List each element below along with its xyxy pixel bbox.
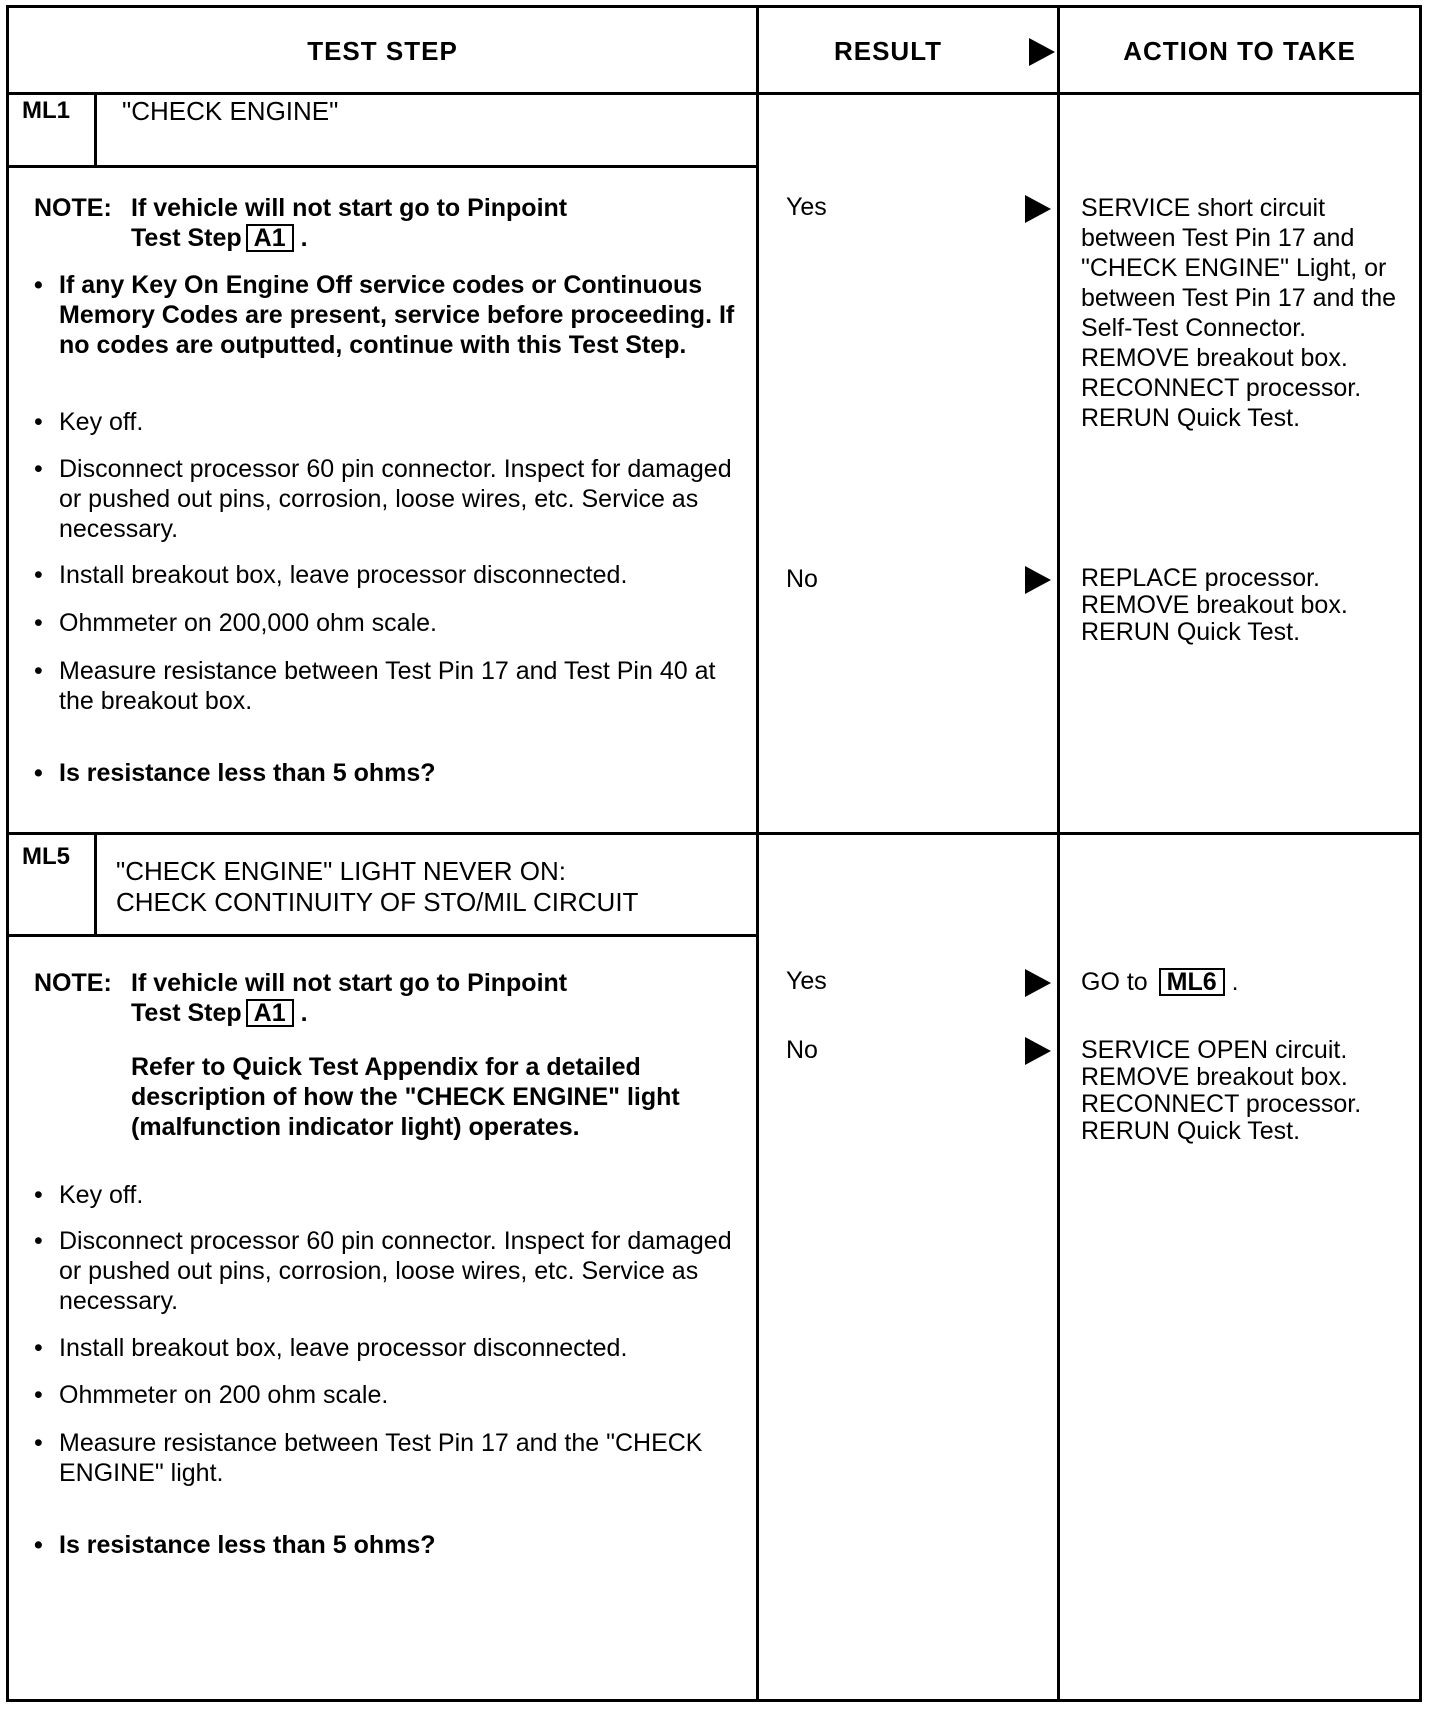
ml5-bullet-disconnect: • Disconnect processor 60 pin connector. Inspect for damaged or pushed out pins, corrosion, loose wires, etc. Service as necessary. <box>32 1226 759 1316</box>
header-action: ACTION TO TAKE <box>1123 35 1356 66</box>
ml5-note-line2: Test Step <box>131 999 242 1027</box>
ml1-id-divider <box>94 95 97 165</box>
ml1-step-title: "CHECK ENGINE" <box>122 96 339 126</box>
ml1-bullet-key: • Key off. <box>32 407 759 437</box>
ml5-title-divider <box>9 934 759 937</box>
ml1-bullet-measure: • Measure resistance between Test Pin 17 and Test Pin 40 at the breakout box. <box>32 656 739 716</box>
ml5-bullet-question: • Is resistance less than 5 ohms? <box>32 1530 759 1560</box>
arrow-right-icon <box>1025 1037 1051 1065</box>
ml1-title-divider <box>9 165 759 168</box>
ml1-bullet-disconnect: • Disconnect processor 60 pin connector. Inspect for damaged or pushed out pins, corrosion, loose wires, etc. Service as necessary. <box>32 454 759 544</box>
ml5-title-line2: CHECK CONTINUITY OF STO/MIL CIRCUIT <box>116 887 639 917</box>
ml1-bullet-install: • Install breakout box, leave processor disconnected. <box>32 560 779 590</box>
ml5-note-line1: If vehicle will not start go to Pinpoint <box>131 969 568 997</box>
ml1-result-yes: Yes <box>786 193 827 221</box>
ml5-bullet-key: • Key off. <box>32 1180 759 1210</box>
ml5-bullet-install: • Install breakout box, leave processor disconnected. <box>32 1333 779 1363</box>
ml5-step-title <box>116 856 638 918</box>
ml5-note-extra: Refer to Quick Test Appendix for a detailed description of how the "CHECK ENGINE" light (malfunction indicator light) operates. <box>131 1053 680 1141</box>
header-result: RESULT <box>833 35 943 66</box>
arrow-right-icon <box>1025 969 1051 997</box>
ml5-title-line1: "CHECK ENGINE" LIGHT NEVER ON: <box>116 856 566 886</box>
ml5-action-no: SERVICE OPEN circuit. REMOVE breakout box. RECONNECT processor. RERUN Quick Test. <box>1081 1036 1362 1145</box>
ml1-ref-a1: A1 <box>246 224 294 252</box>
ml1-note-line2: Test Step <box>131 224 242 252</box>
ml1-result-no: No <box>786 565 818 593</box>
ml1-note-label: NOTE: <box>34 194 112 222</box>
ml5-action-yes <box>1081 967 1401 997</box>
ml1-bullet-ohm: • Ohmmeter on 200,000 ohm scale. <box>32 608 759 638</box>
header-result-cell <box>759 8 1057 94</box>
ml5-step-id: ML5 <box>22 843 70 870</box>
arrow-right-icon <box>1025 566 1051 594</box>
ml1-note-end: . <box>300 224 308 252</box>
ml5-id-divider <box>94 835 97 934</box>
ml5-ref-ml6: ML6 <box>1159 968 1225 996</box>
ml5-note-text <box>131 968 731 1028</box>
ml1-action-no: REPLACE processor. REMOVE breakout box. RERUN Quick Test. <box>1081 564 1348 646</box>
ml1-note-text <box>131 193 731 253</box>
arrow-right-icon <box>1025 195 1051 223</box>
arrow-right-icon <box>1029 38 1055 66</box>
ml5-action-yes-end: . <box>1231 968 1239 996</box>
ml1-step-id: ML1 <box>22 97 70 124</box>
ml5-result-yes: Yes <box>786 967 827 995</box>
ml5-result-no: No <box>786 1036 818 1064</box>
ml5-action-yes-pre: GO to <box>1081 968 1148 996</box>
ml5-divider <box>9 832 1419 835</box>
ml5-ref-a1: A1 <box>246 999 294 1027</box>
column-divider-action <box>1057 8 1060 1699</box>
ml1-bullet-codes: • If any Key On Engine Off service codes or Continuous Memory Codes are present, service before proceeding. If no codes are outputted, continue with this Test Step. <box>32 270 759 360</box>
ml1-action-yes: SERVICE short circuit between Test Pin 17 and "CHECK ENGINE" Light, or between Test Pin 17 and the Self-Test Connector. REMOVE breakout box. RECONNECT processor. RERUN Quick Test. <box>1081 194 1397 432</box>
ml5-note-label: NOTE: <box>34 969 112 997</box>
ml1-note-line1: If vehicle will not start go to Pinpoint <box>131 194 568 222</box>
column-divider-result <box>756 8 759 1699</box>
ml5-bullet-measure: • Measure resistance between Test Pin 17 and the "CHECK ENGINE" light. <box>32 1428 739 1488</box>
ml5-note-end: . <box>300 999 308 1027</box>
ml1-bullet-question: • Is resistance less than 5 ohms? <box>32 758 759 788</box>
ml5-bullet-ohm: • Ohmmeter on 200 ohm scale. <box>32 1380 759 1410</box>
header-test-step: TEST STEP <box>307 35 458 66</box>
